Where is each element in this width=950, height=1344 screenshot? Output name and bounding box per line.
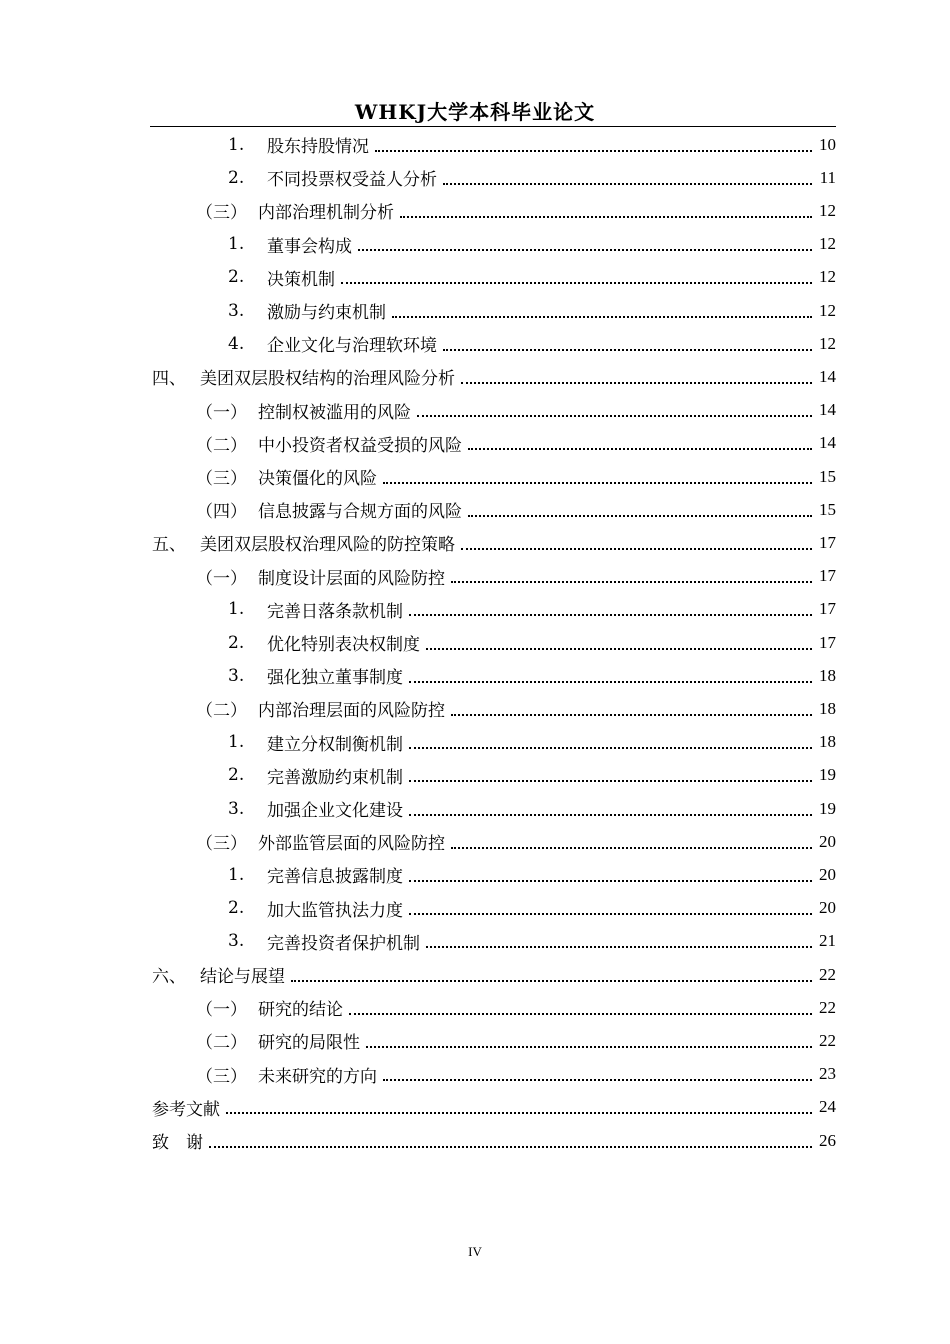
toc-entry-title: 不同投票权受益人分析	[267, 165, 439, 190]
toc-entry[interactable]	[0, 626, 836, 659]
toc-entry-number: 1.	[228, 599, 245, 620]
toc-leader-dots	[409, 614, 812, 616]
toc-entry-page: 18	[819, 732, 836, 752]
toc-entry-page: 11	[819, 167, 836, 187]
toc-entry-title: 美团双层股权治理风险的防控策略	[200, 530, 457, 555]
toc-entry-page: 24	[819, 1097, 836, 1117]
toc-entry[interactable]	[0, 194, 836, 227]
toc-leader-dots	[443, 349, 812, 351]
toc-entry-number: （三）	[196, 203, 247, 224]
toc-entry[interactable]	[0, 858, 836, 891]
toc-entry-number: 五、	[152, 535, 186, 556]
toc-entry[interactable]	[0, 1124, 836, 1157]
toc-entry-number: 2.	[228, 267, 245, 288]
toc-entry-page: 17	[819, 599, 836, 619]
toc-entry-title: 强化独立董事制度	[267, 663, 405, 688]
toc-entry-title: 完善日落条款机制	[267, 597, 405, 622]
toc-entry-title: 美团双层股权结构的治理风险分析	[200, 364, 457, 389]
toc-entry[interactable]	[0, 759, 836, 792]
toc-entry[interactable]	[0, 593, 836, 626]
toc-entry[interactable]	[0, 526, 836, 559]
toc-entry-title: 未来研究的方向	[258, 1062, 379, 1087]
toc-leader-dots	[461, 548, 812, 550]
toc-leader-dots	[409, 681, 812, 683]
toc-leader-dots	[417, 415, 812, 417]
toc-entry[interactable]	[0, 460, 836, 493]
toc-entry-page: 21	[819, 931, 836, 951]
toc-entry-number: 1.	[228, 234, 245, 255]
toc-leader-dots	[426, 648, 812, 650]
toc-entry-page: 14	[819, 366, 836, 386]
toc-entry-page: 12	[819, 200, 836, 220]
toc-entry-page: 12	[819, 300, 836, 320]
toc-entry-number: 3.	[228, 931, 245, 952]
toc-entry-page: 20	[819, 831, 836, 851]
toc-entry-page: 22	[819, 964, 836, 984]
toc-entry-title: 研究的结论	[258, 995, 345, 1020]
toc-entry-title: 外部监管层面的风险防控	[258, 829, 447, 854]
toc-entry-page: 20	[819, 898, 836, 918]
toc-entry[interactable]	[0, 327, 836, 360]
toc-leader-dots	[383, 482, 812, 484]
toc-entry-title: 参考文献	[152, 1095, 222, 1120]
toc-entry-title: 董事会构成	[267, 232, 354, 257]
toc-entry[interactable]	[0, 161, 836, 194]
toc-leader-dots	[375, 150, 812, 152]
toc-leader-dots	[451, 581, 812, 583]
toc-entry[interactable]	[0, 261, 836, 294]
toc-entry-title: 结论与展望	[200, 962, 287, 987]
toc-entry[interactable]	[0, 427, 836, 460]
toc-entry[interactable]	[0, 493, 836, 526]
toc-entry-title: 优化特别表决权制度	[267, 630, 422, 655]
toc-entry-number: （一）	[196, 402, 247, 423]
toc-entry[interactable]	[0, 360, 836, 393]
toc-entry-title: 决策机制	[267, 265, 337, 290]
toc-leader-dots	[409, 780, 812, 782]
toc-entry-page: 22	[819, 1030, 836, 1050]
toc-entry-title: 致 谢	[152, 1128, 205, 1153]
toc-leader-dots	[409, 814, 812, 816]
toc-entry-title: 研究的局限性	[258, 1028, 362, 1053]
toc-entry-title: 完善激励约束机制	[267, 763, 405, 788]
toc-entry[interactable]	[0, 394, 836, 427]
toc-entry-page: 17	[819, 566, 836, 586]
toc-entry[interactable]	[0, 228, 836, 261]
toc-leader-dots	[409, 880, 812, 882]
toc-entry-page: 12	[819, 333, 836, 353]
toc-entry[interactable]	[0, 659, 836, 692]
toc-entry-title: 内部治理机制分析	[258, 198, 396, 223]
toc-entry-page: 15	[819, 499, 836, 519]
toc-entry[interactable]	[0, 925, 836, 958]
toc-entry-title: 中小投资者权益受损的风险	[258, 431, 464, 456]
toc-entry-page: 23	[819, 1064, 836, 1084]
toc-leader-dots	[426, 946, 812, 948]
toc-entry[interactable]	[0, 294, 836, 327]
toc-entry[interactable]	[0, 560, 836, 593]
toc-entry-page: 18	[819, 665, 836, 685]
toc-leader-dots	[468, 515, 812, 517]
toc-entry-page: 12	[819, 234, 836, 254]
toc-entry-page: 22	[819, 997, 836, 1017]
toc-entry-title: 加大监管执法力度	[267, 896, 405, 921]
toc-entry-number: 2.	[228, 898, 245, 919]
toc-entry[interactable]	[0, 692, 836, 725]
toc-entry-number: （三）	[196, 1066, 247, 1087]
toc-entry-title: 信息披露与合规方面的风险	[258, 497, 464, 522]
toc-entry-number: 3.	[228, 300, 245, 321]
toc-entry-page: 18	[819, 698, 836, 718]
toc-entry-page: 26	[819, 1130, 836, 1150]
toc-entry-number: 2.	[228, 765, 245, 786]
toc-entry-title: 加强企业文化建设	[267, 796, 405, 821]
page-number: IV	[468, 1244, 482, 1259]
toc-leader-dots	[341, 282, 812, 284]
toc-entry-number: （一）	[196, 568, 247, 589]
toc-leader-dots	[451, 847, 812, 849]
toc-entry-number: （三）	[196, 834, 247, 855]
toc-entry-number: （一）	[196, 1000, 247, 1021]
toc-entry-page: 17	[819, 532, 836, 552]
toc-entry[interactable]	[0, 991, 836, 1024]
toc-entry[interactable]	[0, 958, 836, 991]
toc-entry-number: 1.	[228, 864, 245, 885]
toc-entry-title: 完善信息披露制度	[267, 862, 405, 887]
toc-entry[interactable]	[0, 128, 836, 161]
toc-entry-number: 1.	[228, 134, 245, 155]
toc-entry-number: （四）	[196, 502, 247, 523]
toc-entry-number: （三）	[196, 469, 247, 489]
toc-entry-page: 20	[819, 864, 836, 884]
toc-leader-dots	[349, 1013, 812, 1015]
toc-entry-title: 制度设计层面的风险防控	[258, 564, 447, 589]
toc-entry-title: 决策僵化的风险	[258, 464, 379, 489]
toc-entry[interactable]	[0, 1058, 836, 1091]
toc-leader-dots	[443, 183, 812, 185]
toc-entry-title: 控制权被滥用的风险	[258, 398, 413, 423]
toc-leader-dots	[358, 249, 812, 251]
toc-entry-title: 完善投资者保护机制	[267, 929, 422, 954]
toc-entry[interactable]	[0, 825, 836, 858]
toc-leader-dots	[461, 382, 812, 384]
toc-entry[interactable]	[0, 1091, 836, 1124]
toc-entry[interactable]	[0, 792, 836, 825]
toc-entry-page: 14	[819, 433, 836, 453]
toc-entry-number: 2.	[228, 632, 245, 653]
toc-entry-number: （二）	[196, 435, 247, 456]
toc-entry-page: 15	[819, 466, 836, 486]
toc-entry-number: 4.	[228, 333, 245, 354]
toc-leader-dots	[409, 913, 812, 915]
toc-entry-title: 股东持股情况	[267, 132, 371, 157]
toc-entry[interactable]	[0, 726, 836, 759]
toc-leader-dots	[409, 747, 812, 749]
toc-entry-title: 激励与约束机制	[267, 298, 388, 323]
toc-entry-number: 六、	[152, 967, 186, 987]
toc-entry-page: 10	[819, 134, 836, 154]
toc-entry-title: 企业文化与治理软环境	[267, 331, 439, 356]
toc-leader-dots	[400, 216, 812, 218]
toc-entry-number: 3.	[228, 798, 245, 819]
toc-entry-number: 2.	[228, 167, 245, 188]
toc-entry-number: 1.	[228, 732, 245, 753]
toc-leader-dots	[226, 1112, 812, 1114]
toc-entry-number: （二）	[196, 701, 247, 722]
toc-entry[interactable]	[0, 1024, 836, 1057]
toc-leader-dots	[392, 316, 812, 318]
toc-entry-number: （二）	[196, 1033, 247, 1054]
toc-leader-dots	[468, 448, 812, 450]
toc-entry-number: 四、	[152, 369, 186, 390]
document-header: WHKJ大学本科毕业论文	[354, 100, 596, 124]
toc-leader-dots	[451, 714, 812, 716]
toc-entry-title: 建立分权制衡机制	[267, 730, 405, 755]
toc-leader-dots	[366, 1046, 812, 1048]
toc-entry-page: 12	[819, 267, 836, 287]
toc-entry[interactable]	[0, 892, 836, 925]
header-rule	[150, 126, 836, 127]
toc-entry-page: 17	[819, 632, 836, 652]
toc-leader-dots	[291, 980, 812, 982]
toc-entry-title: 内部治理层面的风险防控	[258, 696, 447, 721]
toc-entry-page: 19	[819, 765, 836, 785]
toc-entry-number: 3.	[228, 665, 245, 686]
toc-entry-page: 14	[819, 400, 836, 420]
toc-entry-page: 19	[819, 798, 836, 818]
toc-leader-dots	[383, 1079, 812, 1081]
toc-leader-dots	[209, 1146, 812, 1148]
